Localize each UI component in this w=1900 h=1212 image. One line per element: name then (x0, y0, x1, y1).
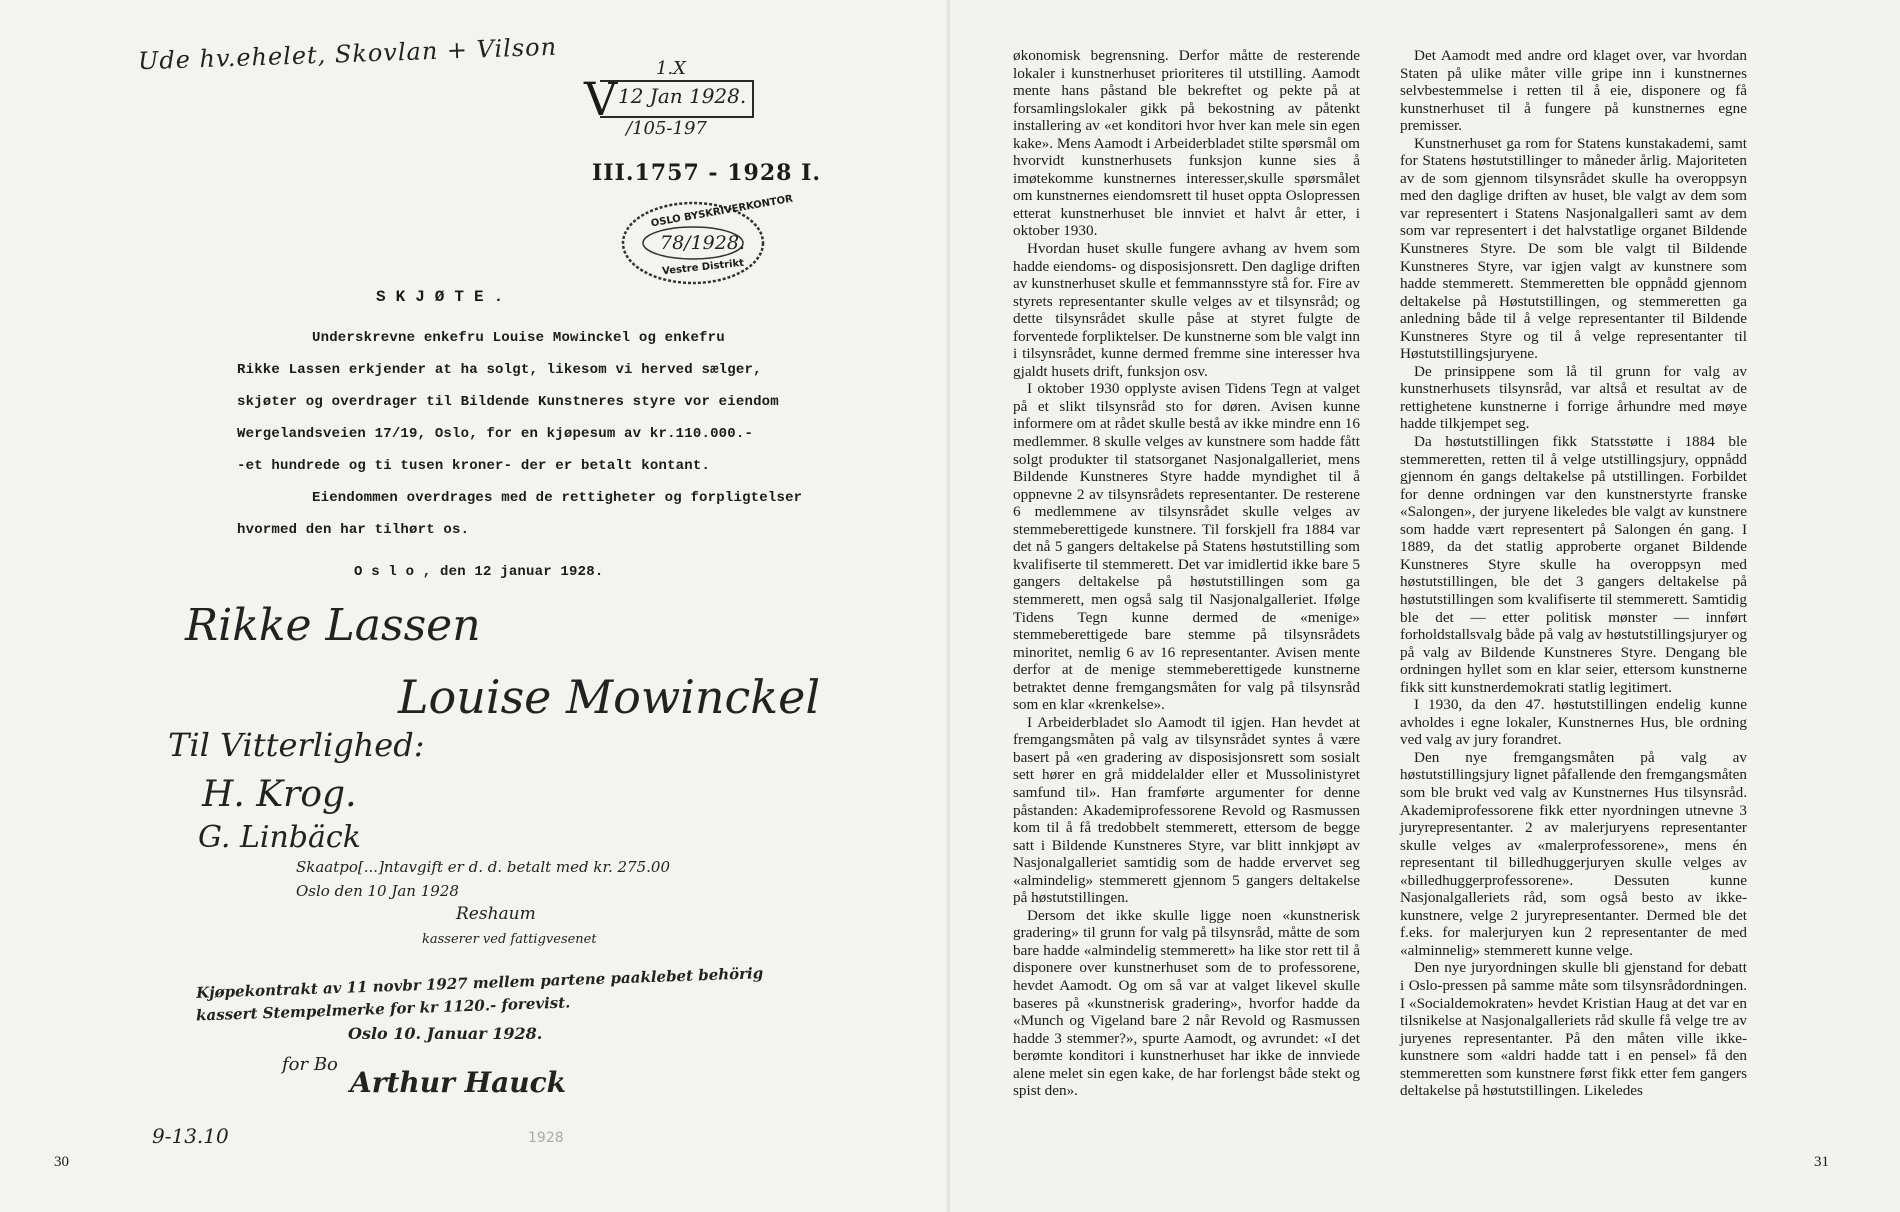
deed-line-7: hvormed den har tilhørt os. (237, 522, 470, 538)
round-stamp-bottom: Vestre Distrikt (661, 257, 745, 278)
text-column-1 (1013, 47, 1360, 1100)
deed-line-5: -et hundrede og ti tusen kroner- der er betalt kontant. (237, 458, 711, 474)
stamp-register-number: III.1757 - 1928 I. (592, 160, 822, 186)
stamp-fraction: 1.X (656, 58, 686, 79)
deed-title: S K J Ø T E . (376, 288, 504, 306)
paragraph: Dersom det ikke skulle ligge noen «kunstnerisk gradering» til grunn for valg på tilsynsråd, måtte de som bare hadde «almindelig stemmerett» ha like stor rett til å disponere over kunstnerhuset som de to professorene, hevdet Aamodt. Og om så var at valget likevel skulle baseres på «kunstnerisk gradering», hvorfor hadde da «Munch og Vigeland bare 2 når Revold og Rasmussen hadde 3 stemmer?», spurte Aamodt, og avrundet: «I det berømte konditori i kunstnerhuset har ikke de innviede alene melet sin egen kake, de har forlengst både stekt og spist den». (1013, 906, 1360, 1100)
paragraph: De prinsippene som lå til grunn for valg av kunstnerhusets tilsynsråd, var altså et resultat av de rettighetene kunstnerne i forrige århundre med møye hadde tilkjempet seg. (1400, 362, 1747, 433)
paragraph: Det Aamodt med andre ord klaget over, var hvordan Staten på ulike måter ville gripe inn i kunstnernes selvbestemmelse i retten til å eie, disponere og få kunstnerhuset til å fungere på kunstnernes egne premisser. (1400, 47, 1747, 135)
paragraph: Hvordan huset skulle fungere avhang av hvem som hadde eiendoms- og disposisjonsrett. Den daglige driften av kunstnerhuset skulle et femmannsstyre stå for. Fire av styrets representanter skulle velges av et tilsynsråd; og dette tilsynsrådet skulle påse at styret fulgte de forventede forpliktelser. De kunstnerne som ble valgt inn i tilsynsrådet, kunne dermed fremme sine interesser hva gjaldt husets drift, funksjon osv. (1013, 240, 1360, 380)
tax-note-line: Skaatpo[...]ntavgift er d. d. betalt med kr. 275.00 (296, 858, 671, 876)
text-column-2 (1400, 47, 1747, 1100)
stamp-date: 12 Jan 1928. (618, 84, 747, 108)
paragraph: Den nye fremgangsmåten på valg av høstutstillingsjury lignet påfallende den fremgangsmåten som ble brukt ved valg av Kunstnernes Hus tilsynsråd. Akademiprofessorene fikk etter nyordningen utnevne 3 juryrepresentanter. 2 av malerjuryens representanter skulle velges av «malerprofessorene», mens én representant til billedhuggerjuryen skulle velges av «billedhuggerprofessorene». Dessuten kunne Nasjonalgalleriets råd, som også besto av ikke-kunstnere, velge 2 juryrepresentanter. Dermed ble det f.eks. for malerjuryen kun 2 representanter de med «alminnelig» stemmerett kunne velge. (1400, 748, 1747, 959)
paragraph: Kunstnerhuset ga rom for Statens kunstakademi, samt for Statens høstutstillinger to måneder årlig. Majoriteten av de som gjennom tilsynsrådet skulle ha overoppsyn med den daglige driften av huset, ble valgt av dem som var representert i Statens Nasjonalgalleri samt av dem som var representert i det halvstatlige organet Bildende Kunstneres Styre. De som ble valgt til Bildende Kunstneres Styre, var igjen valgt av kunstnere som hadde stemmerett. Stemmeretten ble oppnådd gjennom deltakelse på Høstutstillingen, og stemmeretten ga anledning både til å velge representanter til Bildende Kunstneres Styre og til å velge representanter til Høstutstillingsjuryene. (1400, 134, 1747, 363)
tax-note-signature: Reshaum (456, 904, 536, 924)
stamp-bracket-icon: V (584, 72, 618, 126)
paragraph: økonomisk begrensning. Derfor måtte de resterende lokaler i kunstnerhuset prioriteres til utstilling. Aamodt mente hans påstand ble bekreftet og pekte på at forsamlingslokaler gikk på bekostning av påtenkt installering av «et konditori hvor hver kan mele sin egen kake». Mens Aamodt i Arbeiderbladet stilte spørsmål om hvorvidt kunstnerhusets funksjon kunne sies å imøtekomme kunstnernes interesser,skulle spørsmålet om kunstnernes eiendomsrett til huset oppta Oslopressen etterat kunstnerhuset ble innviet et halvt år etter, i oktober 1930. (1013, 47, 1360, 240)
signature-louise-mowinckel: Louise Mowinckel (398, 670, 821, 724)
contract-note-1: Kjøpekontrakt av 11 novbr 1927 mellem partene paaklebet behörig (195, 964, 764, 1002)
page-number-left: 30 (54, 1154, 69, 1170)
witness-signature-2: G. Linbäck (198, 820, 361, 855)
deed-line-4: Wergelandsveien 17/19, Oslo, for en kjøpesum av kr.110.000.- (237, 426, 754, 442)
clerk-for-label: for Bo (282, 1054, 338, 1075)
contract-note-2: kassert Stempelmerke for kr 1120.- forevist. (195, 993, 571, 1025)
deed-line-1: Underskrevne enkefru Louise Mowinckel og enkefru (312, 330, 725, 346)
faded-stamp-text: 1928 (528, 1130, 564, 1146)
witness-label: Til Vitterlighed: (168, 726, 425, 764)
paragraph: I Arbeiderbladet slo Aamodt til igjen. Han hevdet at fremgangsmåten på valg av tilsynsrådet syntes å være basert på «en gradering av disposisjonsrett som sosialt sett hører en grå middelalder eller et Mussolinistyret samfund til». Han framførte argumenter for denne påstanden: Akademiprofessorene Revold og Rasmussen kom til å få tredobbelt stemmerett, ettersom de begge satt i Bildende Kunstneres Styre, var blitt innkjøpt av Nasjonalgalleriet samtidig som de hadde ervervet seg «almindelig» stemmerett gjennom 5 gangers deltakelse på høstutstillingen. (1013, 713, 1360, 907)
paragraph: I 1930, da den 47. høstutstillingen endelig kunne avholdes i egne lokaler, Kunstnernes Hus, ble ordning ved valg av jury forandret. (1400, 696, 1747, 749)
clerk-signature: Arthur Hauck (350, 1066, 567, 1099)
handwritten-note-top: Ude hv.ehelet, Skovlan + Vilson (137, 32, 558, 76)
witness-signature-1: H. Krog. (202, 774, 357, 815)
deed-place-date: O s l o , den 12 januar 1928. (354, 564, 604, 580)
bottom-handwritten-date: 9-13.10 (152, 1124, 229, 1148)
page-number-right: 31 (1814, 1154, 1829, 1170)
paragraph: Den nye juryordningen skulle bli gjenstand for debatt i Oslo-pressen på samme måte som tilsynsrådordningen. I «Socialdemokraten» hevdet Kristian Haug at det var en tilsnikelse at Nasjonalgalleriets råd skulle få velge tre av juryenes representanter. På den måten ville ikke-kunstnere som «aldri hadde tatt i en pensel» få den stemmeretten som kunstnere først fikk etter fem gangers deltakelse på høstutstillingen. Likeledes (1400, 959, 1747, 1100)
deed-line-6: Eiendommen overdrages med de rettigheter og forpligtelser (312, 490, 803, 506)
tax-note-date: Oslo den 10 Jan 1928 (296, 882, 459, 900)
tax-note-title: kasserer ved fattigvesenet (422, 932, 597, 947)
deed-line-2: Rikke Lassen erkjender at ha solgt, likesom vi herved sælger, (237, 362, 762, 378)
paragraph: I oktober 1930 opplyste avisen Tidens Tegn at valget på et slikt tilsynsråd sto for døren. Avisen kunne informere om at rådet skulle bestå av ikke mindre enn 16 medlemmer. 8 skulle velges av kunstnere som hadde fått solgt produkter til statsorganet Nasjonalgalleriet, mens Bildende Kunstneres Styre hadde myndighet til å oppnevne 2 av tilsynsrådets representanter. De resterene 6 medlemmene av tilsynsrådet skulle velges av stemmeberettigede kunstnere. Til forskjell fra 1884 var det nå 5 gangers deltakelse på Statens høstutstilling som kvalifiserte til stemmerett. Det var imidlertid ikke bare 5 gangers deltakelse på høstutstillingen som ga stemmerett, men også salg til Nasjonalgalleriet. Ifølge Tidens Tegn kunne dermed de «menige» stemmeberettigede bare stemme på tilsynsrådets minoritet, nemlig 6 av 16 representanter. Avisen mente derfor at de menige stemmeberettigede kunstnerne betraktet denne fremgangsmåten for valg på tilsynsråd som en klar «krenkelse». (1013, 380, 1360, 714)
contract-note-3: Oslo 10. Januar 1928. (348, 1024, 543, 1043)
deed-line-3: skjøter og overdrager til Bildende Kunstneres styre vor eiendom (237, 394, 779, 410)
round-stamp-number: 78/1928. (660, 232, 745, 254)
stamp-ref: /105-197 (626, 118, 707, 139)
signature-rikke-lassen: Rikke Lassen (185, 600, 481, 651)
paragraph: Da høstutstillingen fikk Statsstøtte i 1884 ble stemmeretten, retten til å velge utstillingsjury, oppnådd gjennom én gangs deltakelse på utstillingen. Forbildet for denne ordningen var den kunstnerstyrte franske «Salongen», der juryene likeledes ble valgt av kunstnere som hadde vært representert på Salongen én gang. I 1889, da det statlig approberte organet Bildende Kunstneres Styre skulle ha overoppsyn med høstutstillingen, ble det 3 gangers deltakelse på høstutstillingen som kvalifiserte til stemmerett. Samtidig ble det — etter politisk mønster — innført forholdstallsvalg både på valg av høstutstillingsjuryer og på valg av Bildende Kunstneres Styre. Dengang ble ordningen hyllet som en klar seier, ettersom kunstnerne fikk sitt kunstnerdemokrati statlig legitimert. (1400, 433, 1747, 696)
round-stamp-top: OSLO BYSKRIVERKONTOR (650, 193, 794, 230)
